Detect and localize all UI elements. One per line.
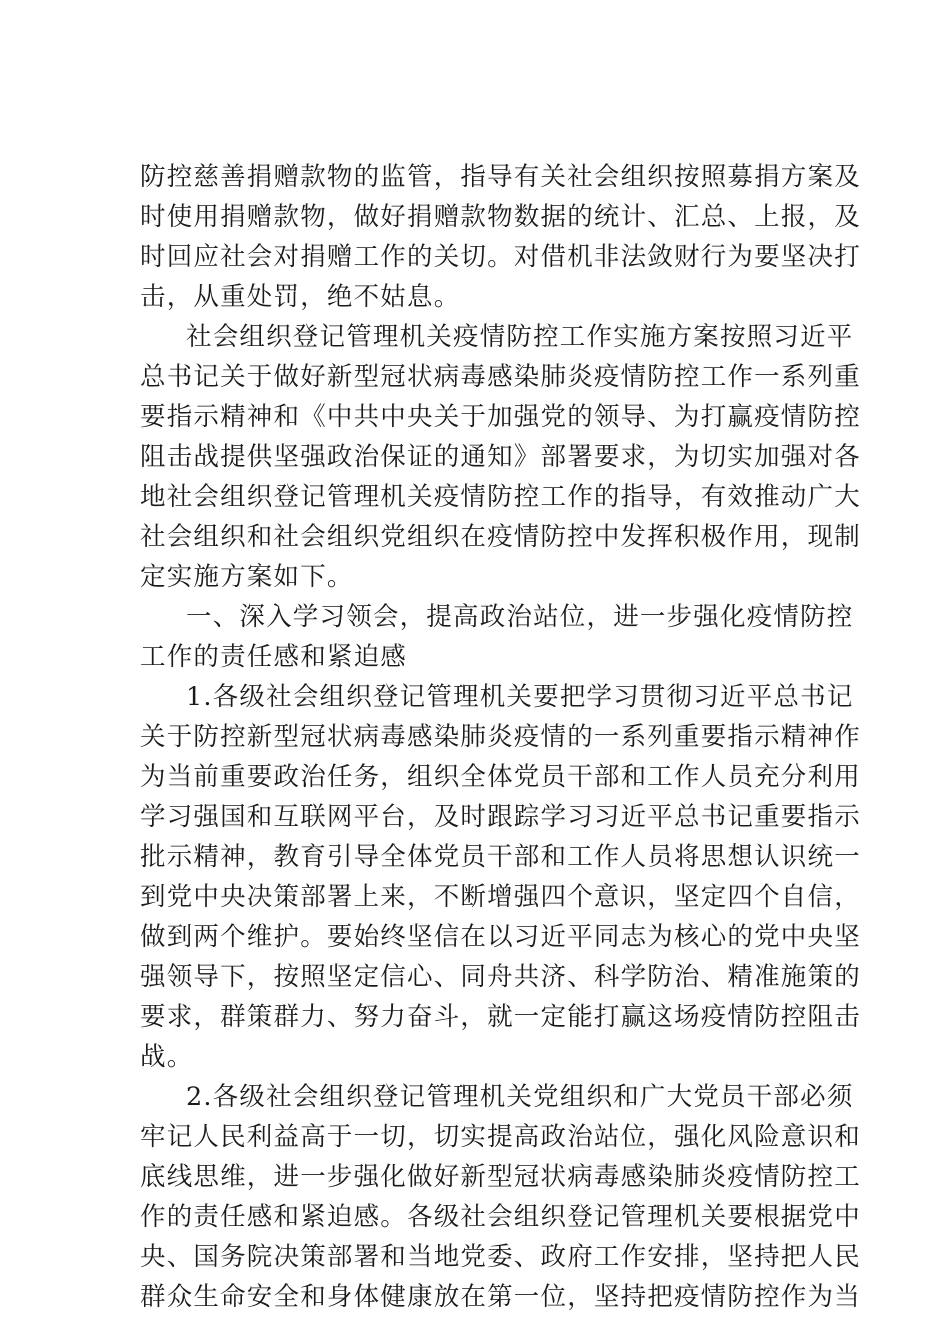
text-line: 社会组织和社会组织党组织在疫情防控中发挥积极作用，现制 [140,522,861,552]
text-line: 做到两个维护。要始终坚信在以习近平同志为核心的党中央坚 [140,922,861,952]
paragraph-first-line: 1.各级社会组织登记管理机关要把学习贯彻习近平总书记 [186,682,854,712]
text-line: 作的责任感和紧迫感。各级社会组织登记管理机关要根据党中 [140,1202,861,1232]
text-line: 要求，群策群力、努力奋斗，就一定能打赢这场疫情防控阻击 [140,1002,861,1032]
text-line: 关于防控新型冠状病毒感染肺炎疫情的一系列重要指示精神作 [140,722,861,752]
text-line: 阻击战提供坚强政治保证的通知》部署要求，为切实加强对各 [140,442,861,472]
text-line: 战。 [140,1042,194,1072]
paragraph-first-line: 2.各级社会组织登记管理机关党组织和广大党员干部必须 [186,1082,854,1112]
text-line: 学习强国和互联网平台，及时跟踪学习习近平总书记重要指示 [140,802,861,832]
text-line: 强领导下，按照坚定信心、同舟共济、科学防治、精准施策的 [140,962,861,992]
text-line: 防控慈善捐赠款物的监管，指导有关社会组织按照募捐方案及 [140,162,861,192]
paragraph-first-line: 社会组织登记管理机关疫情防控工作实施方案按照习近平 [186,322,854,352]
text-line: 央、国务院决策部署和当地党委、政府工作安排，坚持把人民 [140,1242,861,1272]
text-line: 要指示精神和《中共中央关于加强党的领导、为打赢疫情防控 [140,402,861,432]
text-line: 总书记关于做好新型冠状病毒感染肺炎疫情防控工作一系列重 [140,362,861,392]
section-heading: 工作的责任感和紧迫感 [140,642,408,672]
text-line: 为当前重要政治任务，组织全体党员干部和工作人员充分利用 [140,762,861,792]
text-line: 批示精神，教育引导全体党员干部和工作人员将思想认识统一 [140,842,861,872]
text-line: 到党中央决策部署上来，不断增强四个意识，坚定四个自信， [140,882,861,912]
text-line: 群众生命安全和身体健康放在第一位，坚持把疫情防控作为当 [140,1282,861,1312]
text-line: 底线思维，进一步强化做好新型冠状病毒感染肺炎疫情防控工 [140,1162,861,1192]
text-line: 牢记人民利益高于一切，切实提高政治站位，强化风险意识和 [140,1122,861,1152]
section-heading: 一、深入学习领会，提高政治站位，进一步强化疫情防控 [186,602,854,632]
text-line: 地社会组织登记管理机关疫情防控工作的指导，有效推动广大 [140,482,861,512]
text-line: 击，从重处罚，绝不姑息。 [140,282,461,312]
text-line: 时使用捐赠款物，做好捐赠款物数据的统计、汇总、上报，及 [140,202,861,232]
text-line: 时回应社会对捐赠工作的关切。对借机非法敛财行为要坚决打 [140,242,861,272]
text-line: 定实施方案如下。 [140,562,354,592]
